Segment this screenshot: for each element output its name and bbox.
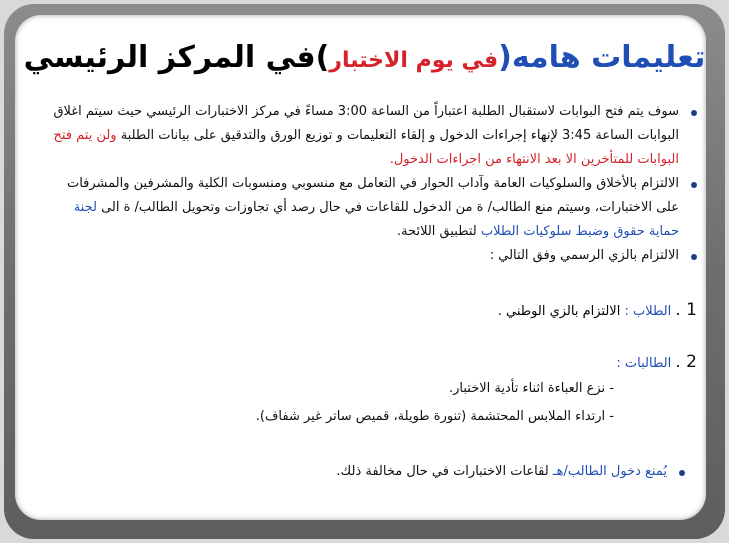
bullet-1-text: سوف يتم فتح البوابات لاستقبال الطلبة اعتباراً من الساعة 3:00 مساءً في مركز الاختبارات الرئيسي حيث سيتم اغلاق البوابات الساعة 3:45 لإنهاء إجراءات الدخول و إلقاء التعليمات و توزيع الورق والتدقيق على بيانات الطلبة — [53, 104, 679, 143]
item-text: الالتزام بالزي الوطني . — [497, 304, 625, 319]
item-label: الطالبات : — [616, 356, 672, 371]
list-item — [47, 244, 697, 268]
list-item — [47, 172, 697, 244]
bullet-1-warning: ولن يتم فتح البوابات للمتأخرين الا بعد الانتهاء من اجراءات الدخول. — [53, 128, 679, 167]
slide-title — [0, 38, 729, 81]
numbered-item-2 — [47, 352, 697, 372]
final-note-prefix: يُمنع دخول الطالب/هـ — [552, 464, 667, 479]
item-number: 2 . — [675, 352, 697, 372]
numbered-item-1 — [47, 300, 697, 320]
bullet-3-text: الالتزام بالزي الرسمي وفق التالي : — [489, 248, 679, 263]
item-label: الطلاب : — [624, 304, 672, 319]
bullet-2-text: الالتزام بالأخلاق والسلوكيات العامة وآداب الحوار في التعامل مع منسوبي ومنسوبات الكلية والمشرفين والمشرفات على الاختبارات، وسيتم منع الطالب/ ة من الدخول للقاعات في حال رصد أي تجاوزات وتحويل الطالب/ ة الى — [66, 176, 679, 215]
sub-item: - نزع العباءة اثناء تأدية الاختبار. — [448, 381, 614, 396]
bullet-2-committee: لجنة حماية حقوق وضبط سلوكيات الطلاب — [73, 200, 679, 239]
final-note — [47, 460, 697, 484]
title-part-3: )في المركز الرئيسي — [23, 40, 330, 75]
bullet-icon — [679, 470, 685, 476]
final-note-text: لقاعات الاختبارات في حال مخالفة ذلك. — [336, 464, 553, 479]
bullet-2-text-end: لتطبيق اللائحة. — [396, 224, 481, 239]
bullet-icon — [691, 110, 697, 116]
list-item — [47, 100, 697, 172]
instructions-list — [47, 100, 697, 268]
bullet-icon — [691, 254, 697, 260]
sub-item: - ارتداء الملابس المحتشمة (تنورة طويلة، قميص ساتر غير شفاف). — [255, 409, 614, 424]
bullet-icon — [691, 182, 697, 188]
title-part-2: في يوم الاختبار — [329, 48, 499, 73]
item-number: 1 . — [675, 300, 697, 320]
list-item — [47, 460, 697, 484]
title-part-1: تعليمات هامه( — [498, 40, 706, 75]
